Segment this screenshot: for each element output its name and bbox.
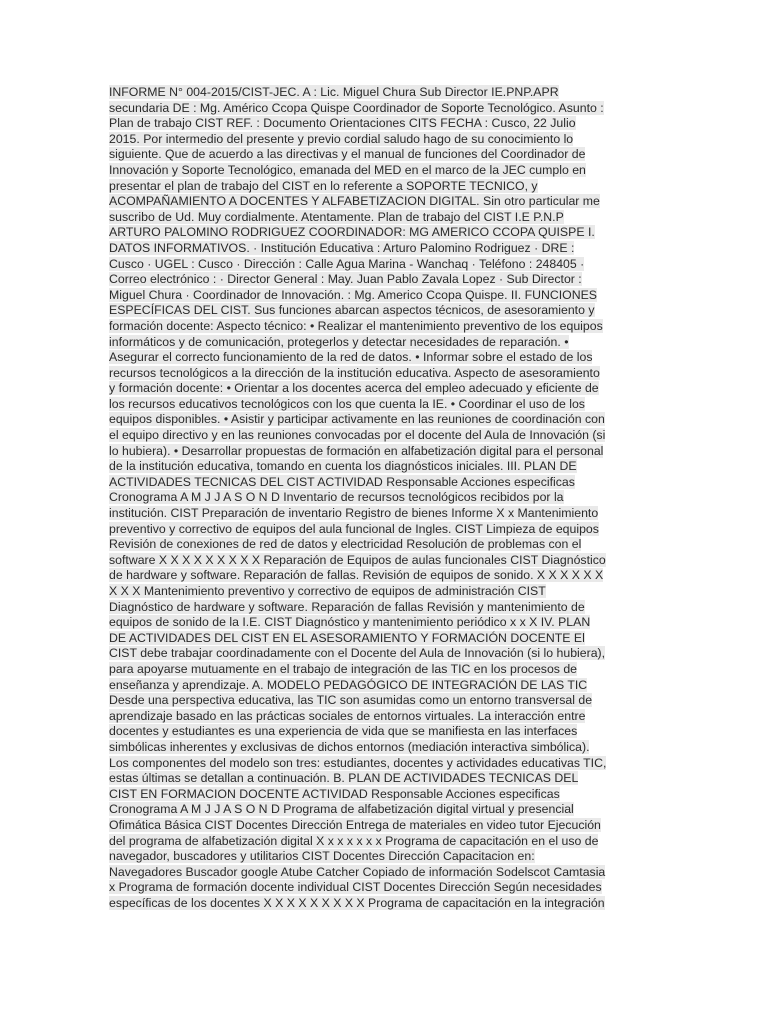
text-line-content: navegador, buscadores y utilitarios CIST Docentes Dirección Capacitacion en: <box>109 849 535 864</box>
text-line <box>109 553 659 569</box>
text-line-content: DATOS INFORMATIVOS. · Institución Educativa : Arturo Palomino Rodriguez · DRE : <box>109 240 575 255</box>
text-line-content: Ofimática Básica CIST Docentes Dirección Entrega de materiales en video tutor Ejecución <box>109 817 601 832</box>
text-line <box>109 802 659 818</box>
text-line <box>109 662 659 678</box>
text-line-content: 2015. Por intermedio del presente y previo cordial saludo hago de su conocimiento lo <box>109 131 574 146</box>
text-line <box>109 397 659 413</box>
text-line <box>109 678 659 694</box>
text-line <box>109 740 659 756</box>
text-line-content: ESPECÍFICAS DEL CIST. Sus funciones abarcan aspectos técnicos, de asesoramiento y <box>109 303 595 318</box>
text-line <box>109 724 659 740</box>
text-line-content: Cronograma A M J J A S O N D Inventario de recursos tecnológicos recibidos por la <box>109 490 564 505</box>
text-line <box>109 490 659 506</box>
text-line-content: del programa de alfabetización digital X x x x x x x Programa de capacitación en el uso de <box>109 833 599 848</box>
text-line-content: Revisión de conexiones de red de datos y electricidad Resolución de problemas con el <box>109 537 582 552</box>
text-line <box>109 693 659 709</box>
text-line-content: presentar el plan de trabajo del CIST en lo referente a SOPORTE TECNICO, y <box>109 178 538 193</box>
text-line <box>109 381 659 397</box>
text-line-content: ACOMPAÑAMIENTO A DOCENTES Y ALFABETIZACION DIGITAL. Sin otro particular me <box>109 194 600 209</box>
text-line <box>109 179 659 195</box>
text-line-content: siguiente. Que de acuerdo a las directivas y el manual de funciones del Coordinador de <box>109 147 586 162</box>
text-line <box>109 163 659 179</box>
text-line <box>109 834 659 850</box>
text-line <box>109 85 659 101</box>
text-line <box>109 631 659 647</box>
text-line-content: el equipo directivo y en las reuniones convocadas por el docente del Aula de Innovación (si <box>109 428 606 443</box>
text-line <box>109 132 659 148</box>
text-line <box>109 896 659 912</box>
text-line-content: y formación docente: • Orientar a los docentes acerca del empleo adecuado y eficiente de <box>109 381 599 396</box>
text-line <box>109 366 659 382</box>
text-line <box>109 194 659 210</box>
text-line-content: aprendizaje basado en las prácticas sociales de entornos virtuales. La interacción entre <box>109 708 586 723</box>
text-line <box>109 116 659 132</box>
text-line-content: x Programa de formación docente individual CIST Docentes Dirección Según necesidades <box>109 880 602 895</box>
text-line <box>109 444 659 460</box>
text-line-content: recursos tecnológicos a la dirección de la institución educativa. Aspecto de asesoramiento <box>109 365 600 380</box>
text-line-content: docentes y estudiantes es una experiencia de vida que se manifiesta en las interfaces <box>109 724 578 739</box>
text-line-content: Cusco · UGEL : Cusco · Dirección : Calle Agua Marina - Wanchaq · Teléfono : 248405 · <box>109 256 585 271</box>
text-line <box>109 522 659 538</box>
text-line <box>109 771 659 787</box>
text-line <box>109 818 659 834</box>
text-line <box>109 210 659 226</box>
text-line-content: Navegadores Buscador google Atube Catcher Copiado de información Sodelscot Camtasia <box>109 864 606 879</box>
text-line-content: X X X Mantenimiento preventivo y correctivo de equipos de administración CIST <box>109 584 546 598</box>
text-line <box>109 787 659 803</box>
text-line <box>109 506 659 522</box>
text-line-content: secundaria DE : Mg. Américo Ccopa Quispe Coordinador de Soporte Tecnológico. Asunto : <box>109 100 604 115</box>
text-line <box>109 272 659 288</box>
text-line-content: ACTIVIDADES TECNICAS DEL CIST ACTIVIDAD Responsable Acciones especificas <box>109 474 575 489</box>
text-line-content: equipos de sonido de la I.E. CIST Diagnóstico y mantenimiento periódico x x X IV. PLAN <box>109 615 591 630</box>
text-line-content: Diagnóstico de hardware y software. Reparación de fallas Revisión y mantenimiento de <box>109 599 585 614</box>
text-line-content: estas últimas se detallan a continuación. B. PLAN DE ACTIVIDADES TECNICAS DEL <box>109 771 579 786</box>
text-line-content: lo hubiera). • Desarrollar propuestas de formación en alfabetización digital para el personal <box>109 443 604 458</box>
text-line <box>109 241 659 257</box>
text-line-content: equipos disponibles. • Asistir y participar activamente en las reuniones de coordinación con <box>109 412 605 427</box>
text-line <box>109 303 659 319</box>
text-line-content: para apoyarse mutuamente en el trabajo de integración de las TIC en los procesos de <box>109 661 578 676</box>
text-line <box>109 709 659 725</box>
text-line <box>109 459 659 475</box>
document-body-text <box>109 85 659 911</box>
text-line-content: Los componentes del modelo son tres: estudiantes, docentes y actividades educativas TIC, <box>109 755 607 770</box>
text-line-content: Desde una perspectiva educativa, las TIC son asumidas como un entorno transversal de <box>109 693 593 708</box>
text-line <box>109 537 659 553</box>
text-line <box>109 335 659 351</box>
text-line-content: Asegurar el correcto funcionamiento de la red de datos. • Informar sobre el estado de los <box>109 350 593 365</box>
text-line <box>109 756 659 772</box>
text-line <box>109 428 659 444</box>
text-line-content: enseñanza y aprendizaje. A. MODELO PEDAGÓGICO DE INTEGRACIÓN DE LAS TIC <box>109 677 588 692</box>
text-line <box>109 101 659 117</box>
text-line-content: ARTURO PALOMINO RODRIGUEZ COORDINADOR: MG AMERICO CCOPA QUISPE I. <box>109 225 595 240</box>
text-line <box>109 288 659 304</box>
text-line-content: software X X X X X X X X X Reparación de Equipos de aulas funcionales CIST Diagnóstico <box>109 552 606 567</box>
text-line-content: DE ACTIVIDADES DEL CIST EN EL ASESORAMIENTO Y FORMACIÓN DOCENTE El <box>109 630 585 645</box>
text-line <box>109 646 659 662</box>
text-line-content: INFORME N° 004-2015/CIST-JEC. A : Lic. Miguel Chura Sub Director IE.PNP.APR <box>109 85 559 99</box>
text-line <box>109 147 659 163</box>
text-line-content: de la institución educativa, tomando en cuenta los diagnósticos iniciales. III. PLAN DE <box>109 459 577 474</box>
text-line <box>109 584 659 600</box>
text-line-content: Miguel Chura · Coordinador de Innovación. : Mg. Americo Ccopa Quispe. II. FUNCIONES <box>109 287 597 302</box>
text-line-content: Correo electrónico : · Director General : May. Juan Pablo Zavala Lopez · Sub Director : <box>109 272 582 287</box>
text-line <box>109 350 659 366</box>
text-line-content: CIST debe trabajar coordinadamente con el Docente del Aula de Innovación (si lo hubiera), <box>109 646 606 661</box>
text-line-content: informáticos y de comunicación, protegerlos y detectar necesidades de reparación. • <box>109 334 569 349</box>
text-line <box>109 475 659 491</box>
text-line-content: preventivo y correctivo de equipos del aula funcional de Ingles. CIST Limpieza de equipos <box>109 521 599 536</box>
text-line-content: suscribo de Ud. Muy cordialmente. Atentamente. Plan de trabajo del CIST I.E P.N.P <box>109 209 564 224</box>
text-line-content: de hardware y software. Reparación de fallas. Revisión de equipos de sonido. X X X X X X <box>109 568 604 583</box>
text-line <box>109 880 659 896</box>
text-line-content: formación docente: Aspecto técnico: • Realizar el mantenimiento preventivo de los equipos <box>109 318 603 333</box>
text-line-content: Cronograma A M J J A S O N D Programa de alfabetización digital virtual y presencial <box>109 802 574 817</box>
text-line <box>109 319 659 335</box>
text-line <box>109 225 659 241</box>
text-line <box>109 412 659 428</box>
text-line-content: institución. CIST Preparación de inventario Registro de bienes Informe X x Mantenimiento <box>109 506 599 521</box>
text-line <box>109 615 659 631</box>
text-line <box>109 849 659 865</box>
text-line-content: los recursos educativos tecnológicos con los que cuenta la IE. • Coordinar el uso de los <box>109 396 585 411</box>
text-line-content: CIST EN FORMACION DOCENTE ACTIVIDAD Responsable Acciones especificas <box>109 786 560 801</box>
text-line <box>109 257 659 273</box>
text-line <box>109 568 659 584</box>
text-line <box>109 600 659 616</box>
text-line-content: simbólicas inherentes y exclusivas de dichos entornos (mediación interactiva simbólica). <box>109 739 590 754</box>
text-line <box>109 865 659 881</box>
text-line-content: Plan de trabajo CIST REF. : Documento Orientaciones CITS FECHA : Cusco, 22 Julio <box>109 116 576 131</box>
text-line-content: Innovación y Soporte Tecnológico, emanada del MED en el marco de la JEC cumplo en <box>109 162 586 177</box>
text-line-content: específicas de los docentes X X X X X X X X X Programa de capacitación en la integración <box>109 895 605 910</box>
